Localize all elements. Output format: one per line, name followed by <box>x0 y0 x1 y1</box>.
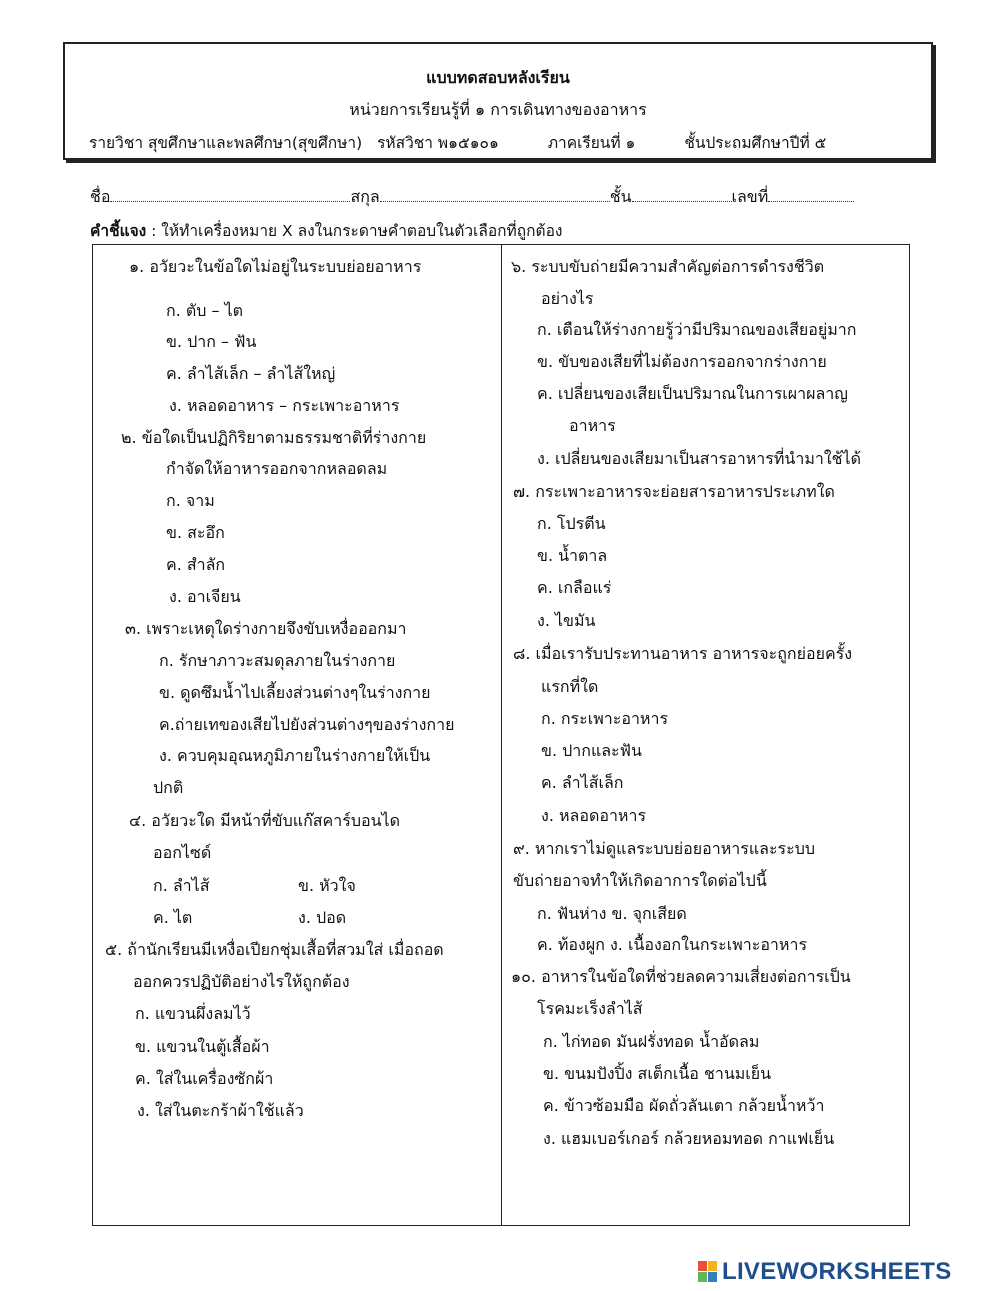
question-4: ๔. อวัยวะใด มีหน้าที่ขับแก๊สคาร์บอนได <box>129 811 400 830</box>
q2-option-d[interactable]: ง. อาเจียน <box>169 587 241 606</box>
question-5: ๕. ถ้านักเรียนมีเหงื่อเปียกชุ่มเสื้อที่สวมใส่ เมื่อถอด <box>105 940 444 959</box>
q7-option-a[interactable]: ก. โปรตีน <box>537 514 606 533</box>
question-10: ๑๐. อาหารในข้อใดที่ช่วยลดความเสี่ยงต่อการเป็น <box>511 967 851 986</box>
question-6-cont: อย่างไร <box>541 289 594 308</box>
q3-option-d-cont: ปกติ <box>153 778 184 797</box>
name-label: ชื่อ <box>90 187 111 206</box>
subject-code: รหัสวิชา พ๑๕๑๐๑ <box>377 134 499 152</box>
q7-option-d[interactable]: ง. ไขมัน <box>537 611 596 630</box>
instructions-text: : ให้ทำเครื่องหมาย X ลงในกระดาษคำตอบในตัวเลือกที่ถูกต้อง <box>146 222 563 240</box>
q3-option-b[interactable]: ข. ดูดซึมน้ำไปเลี้ยงส่วนต่างๆในร่างกาย <box>159 683 431 702</box>
class-label: ชั้น <box>609 187 632 206</box>
q2-option-a[interactable]: ก. จาม <box>166 491 215 510</box>
q4-option-d[interactable]: ง. ปอด <box>298 908 347 927</box>
unit-title: หน่วยการเรียนรู้ที่ ๑ การเดินทางของอาหาร <box>349 100 647 119</box>
q3-option-d[interactable]: ง. ควบคุมอุณหภูมิภายในร่างกายให้เป็น <box>159 746 431 765</box>
q5-option-b[interactable]: ข. แขวนในตู้เสื้อผ้า <box>135 1037 270 1056</box>
q4-option-b[interactable]: ข. หัวใจ <box>298 876 356 895</box>
surname-field[interactable] <box>380 187 610 202</box>
question-8: ๘. เมื่อเรารับประทานอาหาร อาหารจะถูกย่อยครั้ง <box>513 644 853 663</box>
grade: ชั้นประถมศึกษาปีที่ ๕ <box>684 134 827 152</box>
q10-option-b[interactable]: ข. ขนมปังปิ้ง สเต็กเนื้อ ชานมเย็น <box>543 1064 772 1083</box>
question-6: ๖. ระบบขับถ่ายมีความสำคัญต่อการดำรงชีวิต <box>511 257 825 276</box>
student-info-line <box>90 185 854 210</box>
q10-option-d[interactable]: ง. แฮมเบอร์เกอร์ กล้วยหอมทอด กาแฟเย็น <box>543 1129 835 1148</box>
worksheet-header <box>63 42 933 160</box>
q8-option-b[interactable]: ข. ปากและฟัน <box>541 741 642 760</box>
instructions <box>90 218 562 243</box>
q1-option-d[interactable]: ง. หลอดอาหาร – กระเพาะอาหาร <box>169 396 400 415</box>
q6-option-c-cont: อาหาร <box>569 416 616 435</box>
logo-block-green <box>698 1272 707 1282</box>
logo-block-blue <box>708 1272 717 1282</box>
question-1: ๑. อวัยวะในข้อใดไม่อยู่ในระบบย่อยอาหาร <box>129 257 422 276</box>
number-field[interactable] <box>768 187 854 202</box>
q6-option-d[interactable]: ง. เปลี่ยนของเสียมาเป็นสารอาหารที่นำมาใช้ได้ <box>537 449 861 468</box>
q2-option-c[interactable]: ค. สำลัก <box>166 555 226 574</box>
q7-option-c[interactable]: ค. เกลือแร่ <box>537 578 612 597</box>
worksheet-title: แบบทดสอบหลังเรียน <box>426 68 570 87</box>
q8-option-a[interactable]: ก. กระเพาะอาหาร <box>541 709 669 728</box>
logo-block-red <box>698 1261 707 1271</box>
q6-option-b[interactable]: ข. ขับของเสียที่ไม่ต้องการออกจากร่างกาย <box>537 352 827 371</box>
q4-option-c[interactable]: ค. ไต <box>153 908 193 927</box>
liveworksheets-logo-icon <box>698 1261 718 1283</box>
q10-option-c[interactable]: ค. ข้าวซ้อมมือ ผัดถั่วลันเตา กล้วยน้ำหว้า <box>543 1096 825 1115</box>
name-field[interactable] <box>110 187 350 202</box>
q3-option-c[interactable]: ค.ถ่ายเทของเสียไปยังส่วนต่างๆของร่างกาย <box>159 715 455 734</box>
liveworksheets-logo[interactable] <box>698 1258 952 1284</box>
q8-option-d[interactable]: ง. หลอดอาหาร <box>541 806 647 825</box>
question-10-cont: โรคมะเร็งลำไส้ <box>537 999 643 1018</box>
surname-label: สกุล <box>350 187 380 206</box>
subject-line <box>89 130 836 155</box>
question-9-cont: ขับถ่ายอาจทำให้เกิดอาการใดต่อไปนี้ <box>513 871 767 890</box>
q1-option-a[interactable]: ก. ตับ – ไต <box>166 301 244 320</box>
q10-option-a[interactable]: ก. ไก่ทอด มันฝรั่งทอด น้ำอัดลม <box>543 1032 760 1051</box>
question-4-cont: ออกไซด์ <box>153 843 212 862</box>
class-field[interactable] <box>632 187 732 202</box>
q9-options-cd[interactable]: ค. ท้องผูก ง. เนื้องอกในกระเพาะอาหาร <box>537 935 808 954</box>
question-5-cont: ออกควรปฏิบัติอย่างไรให้ถูกต้อง <box>133 972 350 991</box>
liveworksheets-logo-text: LIVEWORKSHEETS <box>722 1258 952 1285</box>
q6-option-a[interactable]: ก. เตือนให้ร่างกายรู้ว่ามีปริมาณของเสียอยู่มาก <box>537 320 857 339</box>
column-divider <box>501 245 502 1225</box>
q1-option-b[interactable]: ข. ปาก – ฟัน <box>166 332 257 351</box>
q6-option-c[interactable]: ค. เปลี่ยนของเสียเป็นปริมาณในการเผาผลาญ <box>537 384 848 403</box>
q9-options-ab[interactable]: ก. ฟันห่าง ข. จุกเสียด <box>537 904 687 923</box>
question-8-cont: แรกที่ใด <box>541 677 599 696</box>
q3-option-a[interactable]: ก. รักษาภาวะสมดุลภายในร่างกาย <box>159 651 396 670</box>
q8-option-c[interactable]: ค. ลำไส้เล็ก <box>541 773 624 792</box>
term: ภาคเรียนที่ ๑ <box>547 134 636 152</box>
question-7: ๗. กระเพาะอาหารจะย่อยสารอาหารประเภทใด <box>513 482 835 501</box>
q4-option-a[interactable]: ก. ลำไส้ <box>153 876 210 895</box>
number-label: เลขที่ <box>731 187 769 206</box>
questions-box <box>92 244 910 1226</box>
question-9: ๙. หากเราไม่ดูแลระบบย่อยอาหารและระบบ <box>513 839 816 858</box>
q2-option-b[interactable]: ข. สะอึก <box>166 523 225 542</box>
logo-block-yellow <box>708 1261 717 1271</box>
q5-option-a[interactable]: ก. แขวนผึ่งลมไว้ <box>135 1004 251 1023</box>
subject-name: รายวิชา สุขศึกษาและพลศึกษา(สุขศึกษา) <box>89 134 363 152</box>
q1-option-c[interactable]: ค. ลำไส้เล็ก – ลำไส้ใหญ่ <box>166 364 336 383</box>
question-2-cont: กำจัดให้อาหารออกจากหลอดลม <box>166 459 388 478</box>
question-3: ๓. เพราะเหตุใดร่างกายจึงขับเหงื่อออกมา <box>125 619 407 638</box>
q5-option-d[interactable]: ง. ใส่ในตะกร้าผ้าใช้แล้ว <box>137 1101 304 1120</box>
question-2: ๒. ข้อใดเป็นปฏิกิริยาตามธรรมชาติที่ร่างกาย <box>121 428 427 447</box>
instructions-label: คำชี้แจง <box>90 222 147 240</box>
q5-option-c[interactable]: ค. ใส่ในเครื่องซักผ้า <box>135 1069 274 1088</box>
q7-option-b[interactable]: ข. น้ำตาล <box>537 546 608 565</box>
